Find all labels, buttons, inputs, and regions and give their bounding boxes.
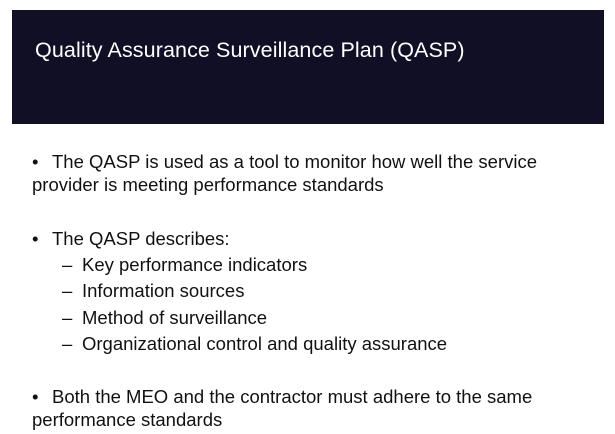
bullet-dot: • (32, 228, 39, 249)
title-banner (12, 10, 604, 124)
sub-bullet-text: Organizational control and quality assurance (82, 332, 448, 354)
bullet-meo-contractor (32, 385, 532, 431)
bullet-line (32, 227, 230, 250)
dash-marker: – (62, 332, 73, 354)
slide-title: Quality Assurance Surveillance Plan (QASP) (35, 38, 465, 62)
bullet-qasp-describes (32, 227, 230, 250)
bullet-dot: • (32, 386, 39, 407)
bullet-text-line1: Both the MEO and the contractor must adhere to the same (52, 386, 533, 407)
bullet-line (32, 385, 532, 408)
sub-bullet-text: Information sources (82, 280, 245, 302)
sub-bullet-text: Key performance indicators (82, 254, 308, 275)
dash-marker: – (62, 306, 73, 328)
bullet-text-line1: The QASP describes: (52, 228, 230, 249)
bullet-qasp-tool (32, 150, 537, 196)
dash-marker: – (62, 280, 73, 302)
sub-bullet-information-sources (62, 278, 447, 304)
bullet-text-line1: The QASP is used as a tool to monitor how well the service (52, 151, 538, 172)
bullet-text-line2: performance standards (32, 409, 223, 430)
sub-bullet-organizational-control (62, 331, 447, 357)
dash-marker: – (62, 254, 73, 275)
sub-bullet-key-performance-indicators (62, 252, 447, 278)
sub-bullet-method-of-surveillance (62, 305, 447, 331)
bullet-dot: • (32, 151, 39, 172)
sub-bullet-text: Method of surveillance (82, 306, 268, 328)
sub-bullet-list (62, 252, 447, 357)
bullet-text-line2: provider is meeting performance standards (32, 174, 384, 195)
bullet-line (32, 150, 537, 173)
